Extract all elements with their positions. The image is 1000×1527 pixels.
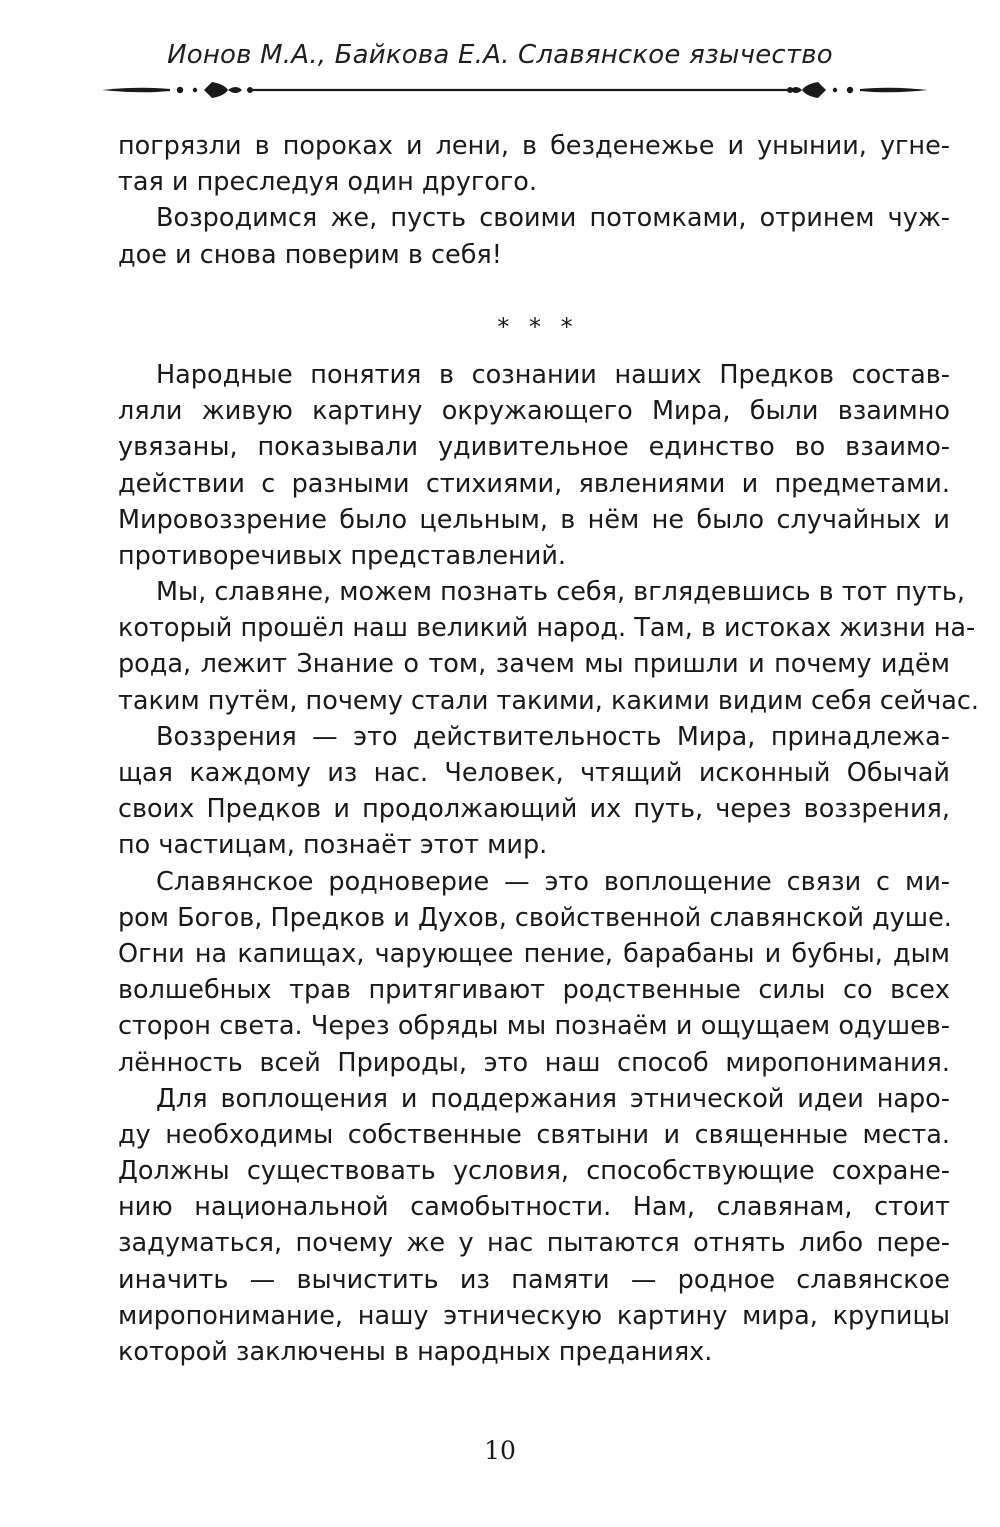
text-line: волшебных трав притягивают родственные силы со всех [118,975,950,1006]
text-line: по частицам, познаёт этот мир. [118,830,548,861]
paragraph [118,357,950,574]
paragraph [118,128,950,200]
text-line: который прошёл наш великий народ. Там, в истоках жизни на- [118,613,976,644]
text-line: дое и снова поверим в себя! [118,239,502,270]
text-line: Мировоззрение было цельным, в нём не было случайных и [118,504,950,535]
text-line: нию национальной самобытности. Нам, славянам, стоит [118,1192,950,1223]
text-line: погрязли в пороках и лени, в безденежье и унынии, угне- [118,131,950,161]
text-line: рода, лежит Знание о том, зачем мы пришли и почему идём [118,649,950,680]
text-line: Должны существовать условия, способствующие сохране- [118,1156,950,1187]
text-line: таким путём, почему стали такими, какими видим себя сейчас. [118,685,980,716]
header-ornament-rule [100,78,930,102]
paragraph [118,864,950,1081]
text-line: Народные понятия в сознании наших Предков состав- [156,359,950,390]
paragraph [118,719,950,864]
text-line: ром Богов, Предков и Духов, свойственной славянской душе. [118,902,952,933]
text-line: увязаны, показывали удивительное единство во взаимо- [118,432,950,463]
paragraph [118,574,980,719]
page-number: 10 [484,1436,516,1465]
body-text [118,128,980,1370]
running-head: Ионов М.А., Байкова Е.А. Славянское язычество [167,40,833,70]
text-line: миропонимание, нашу этническую картину мира, крупицы [118,1300,950,1331]
text-line: своих Предков и продолжающий их путь, через воззрения, [118,794,950,825]
text-line: которой заключены в народных преданиях. [118,1337,713,1367]
text-line: Для воплощения и поддержания этнической идеи наро- [156,1083,950,1114]
paragraph [118,200,950,272]
text-line: ляли живую картину окружающего Мира, были взаимно [118,396,950,427]
text-line: Возродимся же, пусть своими потомками, отринем чуж- [156,203,950,234]
text-line: сторон света. Через обряды мы познаём и ощущаем одушев- [118,1011,950,1042]
section-separator: * * * [497,312,579,341]
text-line: ду необходимы собственные святыни и священные места. [118,1119,950,1150]
text-line: действии с разными стихиями, явлениями и предметами. [118,468,950,499]
text-line: щая каждому из нас. Человек, чтящий исконный Обычай [118,758,950,788]
text-line: Огни на капищах, чарующее пение, барабаны и бубны, дым [118,938,950,969]
paragraph [118,1081,950,1371]
text-line: лённость всей Природы, это наш способ миропонимания. [118,1047,950,1078]
text-line: Славянское родноверие — это воплощение связи с ми- [156,866,950,897]
text-line: Воззрения — это действительность Мира, принадлежа- [156,721,950,752]
text-line: иначить — вычистить из памяти — родное славянское [118,1264,950,1295]
text-line: задуматься, почему же у нас пытаются отнять либо пере- [118,1228,950,1259]
text-line: тая и преследуя один другого. [118,167,537,198]
text-line: Мы, славяне, можем познать себя, вглядевшись в тот путь, [156,577,965,608]
text-line: противоречивых представлений. [118,540,567,571]
